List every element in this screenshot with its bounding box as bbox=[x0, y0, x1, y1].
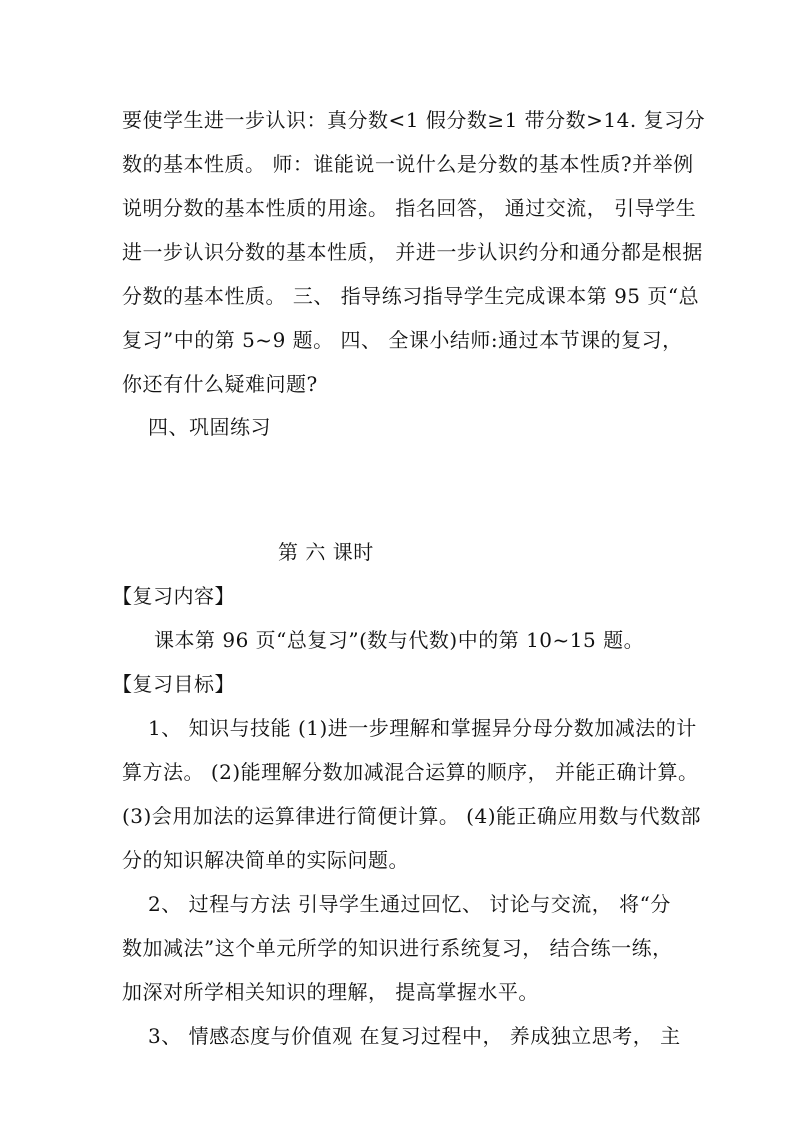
text-line-6: 复习”中的第 5~9 题。 四、 全课小结师:通过本节课的复习， bbox=[122, 328, 683, 352]
goal-1-line-3: (3)会用加法的运算律进行简便计算。 (4)能正确应用数与代数部 bbox=[122, 804, 702, 828]
review-content-text: 课本第 96 页“总复习”(数与代数)中的第 10~15 题。 bbox=[154, 628, 645, 652]
review-goals-heading: 【复习目标】 bbox=[112, 672, 235, 696]
goal-1-line-1: 1、 知识与技能 (1)进一步理解和掌握异分母分数加减法的计 bbox=[148, 716, 697, 740]
review-content-heading: 【复习内容】 bbox=[112, 584, 235, 608]
text-line-3: 说明分数的基本性质的用途。 指名回答， 通过交流， 引导学生 bbox=[122, 196, 697, 220]
text-line-5: 分数的基本性质。 三、 指导练习指导学生完成课本第 95 页“总 bbox=[122, 284, 700, 308]
text-line-7: 你还有什么疑难问题? bbox=[122, 372, 318, 396]
goal-1-line-4: 分的知识解决简单的实际问题。 bbox=[122, 848, 409, 872]
text-line-2: 数的基本性质。 师：谁能说一说什么是分数的基本性质?并举例 bbox=[122, 152, 694, 176]
text-line-4: 进一步认识分数的基本性质， 并进一步认识约分和通分都是根据 bbox=[122, 240, 703, 264]
section-heading: 四、巩固练习 bbox=[148, 415, 271, 439]
text-line-1: 要使学生进一步认识：真分数<1 假分数≥1 带分数>14. 复习分 bbox=[122, 108, 706, 132]
goal-2-line-2: 数加减法”这个单元所学的知识进行系统复习， 结合练一练， bbox=[122, 936, 673, 960]
goal-2-line-3: 加深对所学相关知识的理解， 提高掌握水平。 bbox=[122, 980, 539, 1004]
lesson-title: 第 六 课时 bbox=[278, 540, 374, 564]
goal-2-line-1: 2、 过程与方法 引导学生通过回忆、 讨论与交流， 将“分 bbox=[148, 892, 671, 916]
goal-3-line-1: 3、 情感态度与价值观 在复习过程中， 养成独立思考， 主 bbox=[148, 1024, 681, 1048]
goal-1-line-2: 算方法。 (2)能理解分数加减混合运算的顺序， 并能正确计算。 bbox=[122, 760, 699, 784]
